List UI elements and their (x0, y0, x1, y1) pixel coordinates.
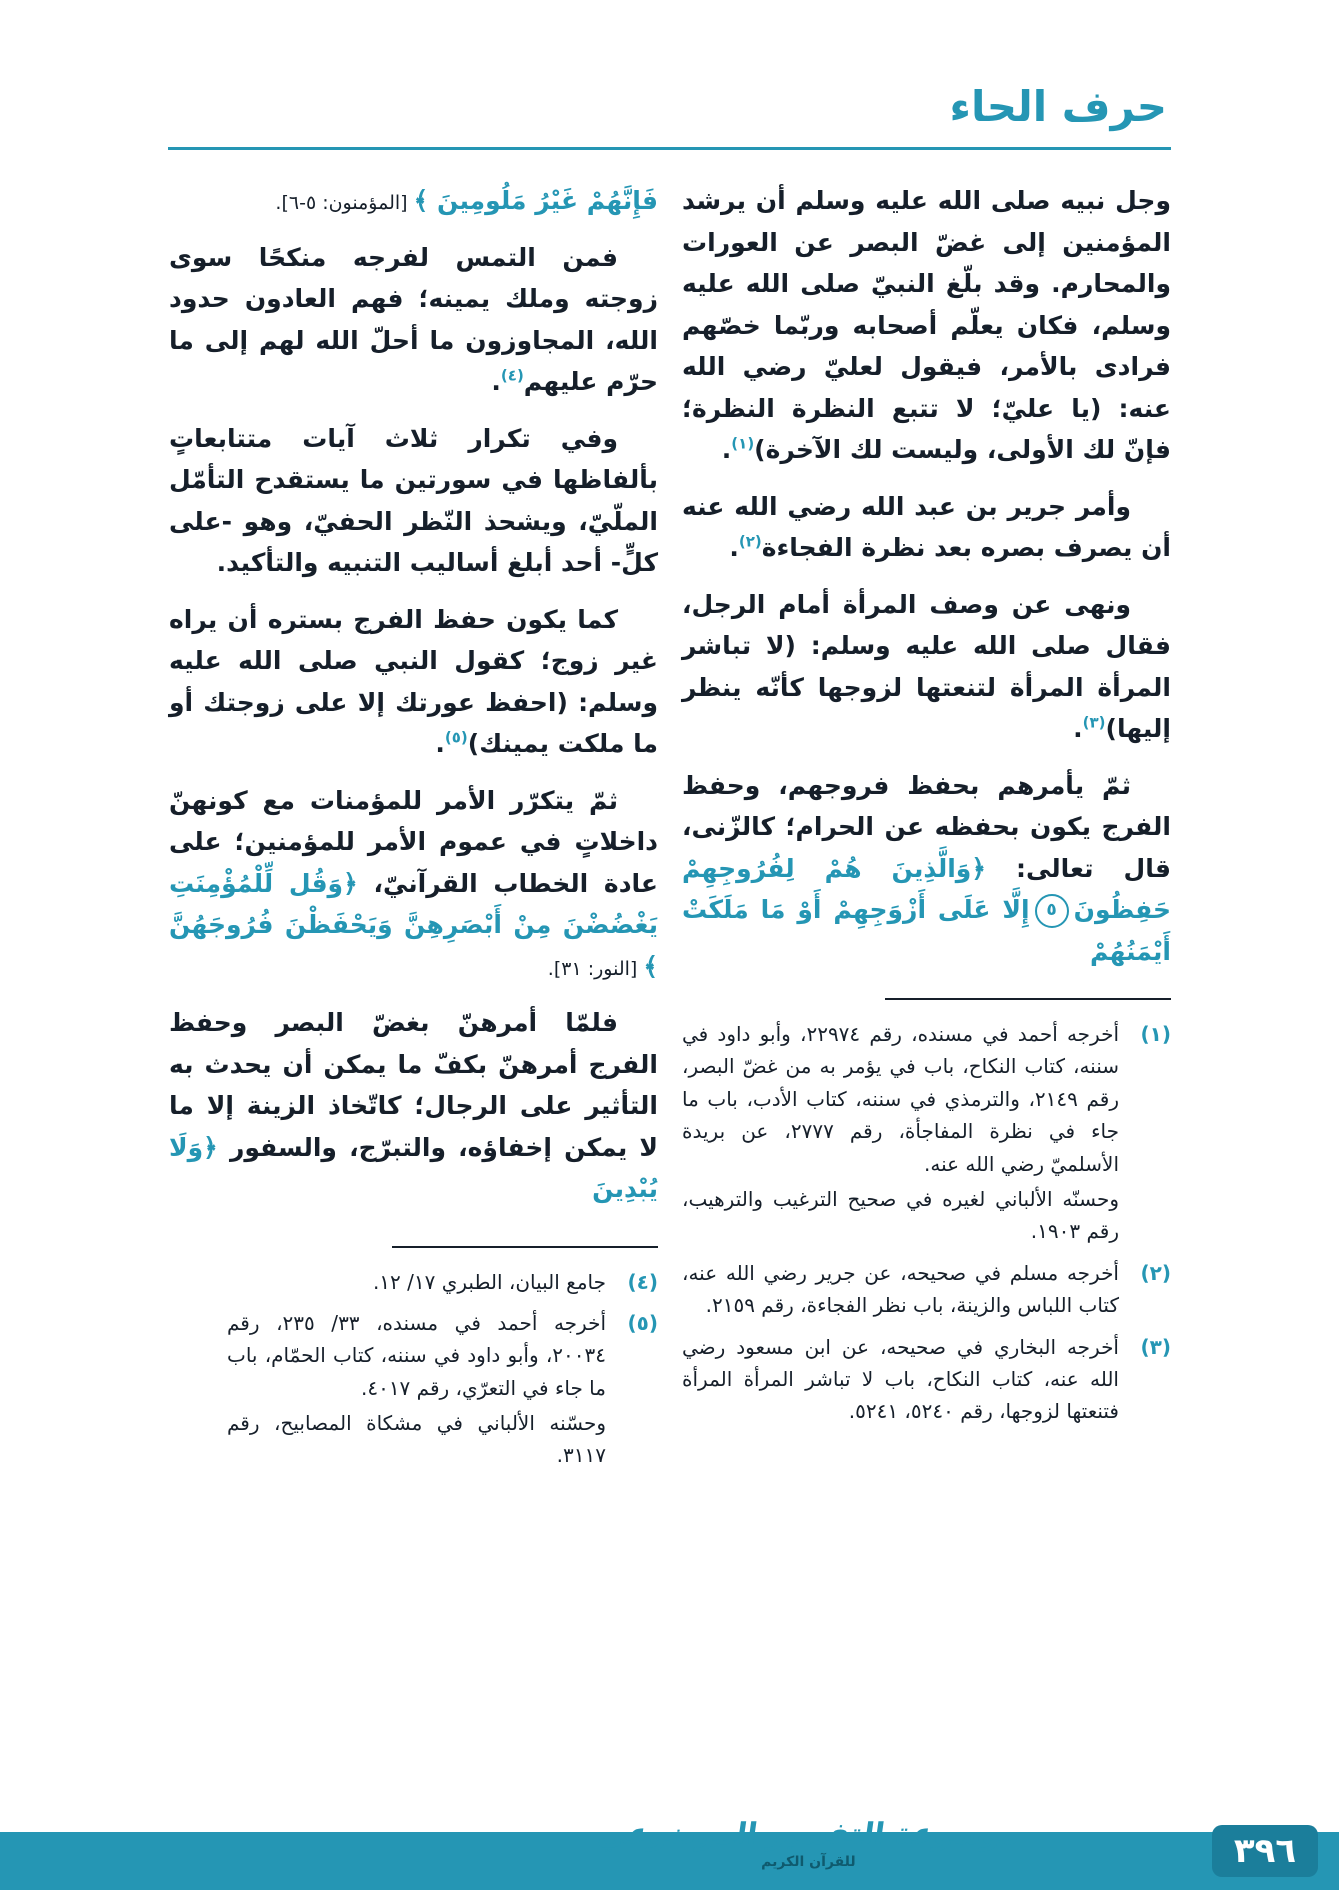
quran-quote: ﴿وَقُل لِّلْمُؤْمِنَتِ يَغْضُضْنَ مِنْ أَبْصَرِهِنَّ وَيَحْفَظْنَ فُرُوجَهُنَّ ﴾ (160, 868, 658, 981)
footnote (682, 1018, 1171, 1248)
text-run: . (435, 729, 445, 758)
publisher-logo (595, 1817, 1022, 1870)
body-paragraph (673, 765, 1171, 973)
chapter-title: حرف الحاء (949, 82, 1167, 131)
verse-source: [النور: ٣١]. (547, 957, 644, 980)
quran-quote: إِلَّا عَلَى أَزْوَجِهِمْ أَوْ مَا مَلَكَتْ أَيْمَنُهُمْ (673, 895, 1171, 966)
verse-source: [المؤمنون: ٥-٦]. (275, 192, 414, 214)
quran-quote: فَإِنَّهُمْ غَيْرُ مَلُومِينَ ﴾ (413, 186, 658, 215)
footnote-text: أخرجه البخاري في صحيحه، عن ابن مسعود رضي الله عنه، كتاب النكاح، باب لا تباشر المرأة المرأة فتنعتها لزوجها، رقم ٥٢٤٠، ٥٢٤١. (682, 1334, 1119, 1424)
body-paragraph (160, 237, 658, 403)
right-column (673, 180, 1171, 1437)
text-run: كما يكون حفظ الفرج بستره أن يراه غير زوج؛ كقول النبي صلى الله عليه وسلم: (احفظ عورتك إلا على زوجتك أو ما ملكت يمينك) (160, 604, 658, 758)
footnote-number: (٤) (627, 1269, 658, 1294)
footnote-body (682, 1018, 1119, 1248)
text-run: فمن التمس لفرجه منكحًا سوى زوجته وملك يمينه؛ فهم العادون حدود الله، المجاوزون ما أحلّ الله لهم إلى ما حرّم عليهم (160, 242, 658, 396)
footnote (682, 1257, 1171, 1322)
text-columns (160, 180, 1171, 1481)
text-run: ثمّ يتكرّر الأمر للمؤمنات مع كونهنّ داخلاتٍ في عموم الأمر للمؤمنين؛ على عادة الخطاب القرآنيّ، (160, 785, 658, 898)
body-paragraph (673, 584, 1171, 750)
footnote-text: أخرجه مسلم في صحيحه، عن جرير رضي الله عنه، كتاب اللباس والزينة، باب نظر الفجاءة، رقم ٢١٥٩. (682, 1260, 1119, 1318)
quran-quote: ﴿وَالَّذِينَ هُمْ لِفُرُوجِهِمْ حَفِظُونَ (673, 853, 1171, 924)
text-run: . (729, 533, 739, 562)
footnote-ref: (١) (731, 434, 755, 453)
footnote-ref: (٤) (500, 366, 524, 385)
footnote-text: وحسّنه الألباني في مشكاة المصابيح، رقم ٣١١٧. (227, 1411, 606, 1468)
footnote-body (682, 1257, 1119, 1322)
footnote-separator (885, 998, 1171, 1000)
footnote-text: أخرجه أحمد في مسنده، رقم ٢٢٩٧٤، وأبو داود في سننه، كتاب النكاح، باب في يؤمر به من غضّ البصر، رقم ٢١٤٩، والترمذي في سننه، كتاب الأدب، باب ما جاء في نظرة المفاجأة، رقم ٢٧٧٧، عن بريدة الأسلميّ رضي الله عنه. (682, 1022, 1119, 1176)
footnote (227, 1266, 658, 1298)
body-paragraph (160, 599, 658, 765)
footnote-separator (392, 1246, 658, 1248)
footnote-number: (٢) (1140, 1260, 1171, 1285)
footnote-text: وحسنّه الألباني لغيره في صحيح الترغيب والترهيب، رقم ١٩٠٣. (682, 1186, 1119, 1244)
footnote-text: أخرجه أحمد في مسنده، ٣٣/ ٢٣٥، رقم ٢٠٠٣٤، وأبو داود في سننه، كتاب الحمّام، باب ما جاء في التعرّي، رقم ٤٠١٧. (227, 1310, 606, 1400)
footnote (682, 1331, 1171, 1428)
text-run: . (1073, 714, 1083, 743)
footnote-number: (٥) (627, 1310, 658, 1335)
footnote-ref: (٣) (1082, 713, 1106, 732)
text-run: ونهى عن وصف المرأة أمام الرجل، فقال صلى الله عليه وسلم: (لا تباشر المرأة المرأة لتنعتها لزوجها كأنّه ينظر إليها) (673, 589, 1171, 743)
publisher-logo-title: موسوعة التفسير الموضوعي (595, 1817, 1022, 1852)
body-paragraph (169, 180, 658, 222)
footnote-body (227, 1266, 606, 1298)
footnote-ref: (٢) (738, 532, 762, 551)
footnote-ref: (٥) (444, 728, 468, 747)
body-paragraph (160, 418, 658, 584)
footnotes-block (169, 1266, 658, 1472)
quran-quote: ﴿وَلَا يُبْدِينَ (160, 1132, 658, 1203)
footnote (227, 1307, 658, 1472)
text-run: فلمّا أمرهنّ بغضّ البصر وحفظ الفرج أمرهنّ بكفّ ما يمكن أن يحدث به التأثير على الرجال؛ كاتّخاذ الزينة إلا ما لا يمكن إخفاؤه، والتبرّج، والسفور (160, 1008, 658, 1162)
publisher-logo-subtitle: للقرآن الكريم (761, 1854, 856, 1870)
footnote-body (682, 1331, 1119, 1428)
body-paragraph (160, 780, 658, 988)
footnote-text: جامع البيان، الطبري ١٧/ ١٢. (372, 1269, 606, 1294)
header-divider-rule (168, 147, 1171, 150)
text-run: . (491, 367, 501, 396)
body-paragraph (673, 180, 1171, 471)
body-paragraph (673, 486, 1171, 569)
text-run: ثمّ يأمرهم بحفظ فروجهم، وحفظ الفرج يكون بحفظه عن الحرام؛ كالزّنى، قال تعالى: (673, 770, 1171, 883)
text-run: وأمر جرير بن عبد الله رضي الله عنه أن يصرف بصره بعد نظرة الفجاءة (673, 491, 1171, 562)
page-number: ٣٩٦ (1212, 1825, 1318, 1877)
text-run: وفي تكرار ثلاث آيات متتابعاتٍ بألفاظها في سورتين ما يستقدح التأمّل الملّيّ، ويشحذ النّظر الحفيّ، وهو -على كلٍّ- أحد أبلغ أساليب التنبيه والتأكيد. (160, 423, 658, 577)
text-run: وجل نبيه صلى الله عليه وسلم أن يرشد المؤمنين إلى غضّ البصر عن العورات والمحارم. وقد بلّغ النبيّ صلى الله عليه وسلم، فكان يعلّم أصحابه وربّما خصّهم فرادى بالأمر، فيقول لعليّ رضي الله عنه: (يا عليّ؛ لا تتبع النظرة النظرة؛ فإنّ لك الأولى، وليست لك الآخرة) (673, 186, 1171, 464)
footnote-number: (١) (1140, 1022, 1171, 1046)
left-column (160, 180, 658, 1481)
footnote-body (227, 1307, 606, 1472)
body-paragraph (160, 1002, 658, 1210)
footnotes-block (682, 1018, 1171, 1428)
text-run: . (721, 435, 732, 464)
footnote-number: (٣) (1140, 1334, 1171, 1359)
ayah-number-mark: ٥ (1035, 894, 1069, 928)
